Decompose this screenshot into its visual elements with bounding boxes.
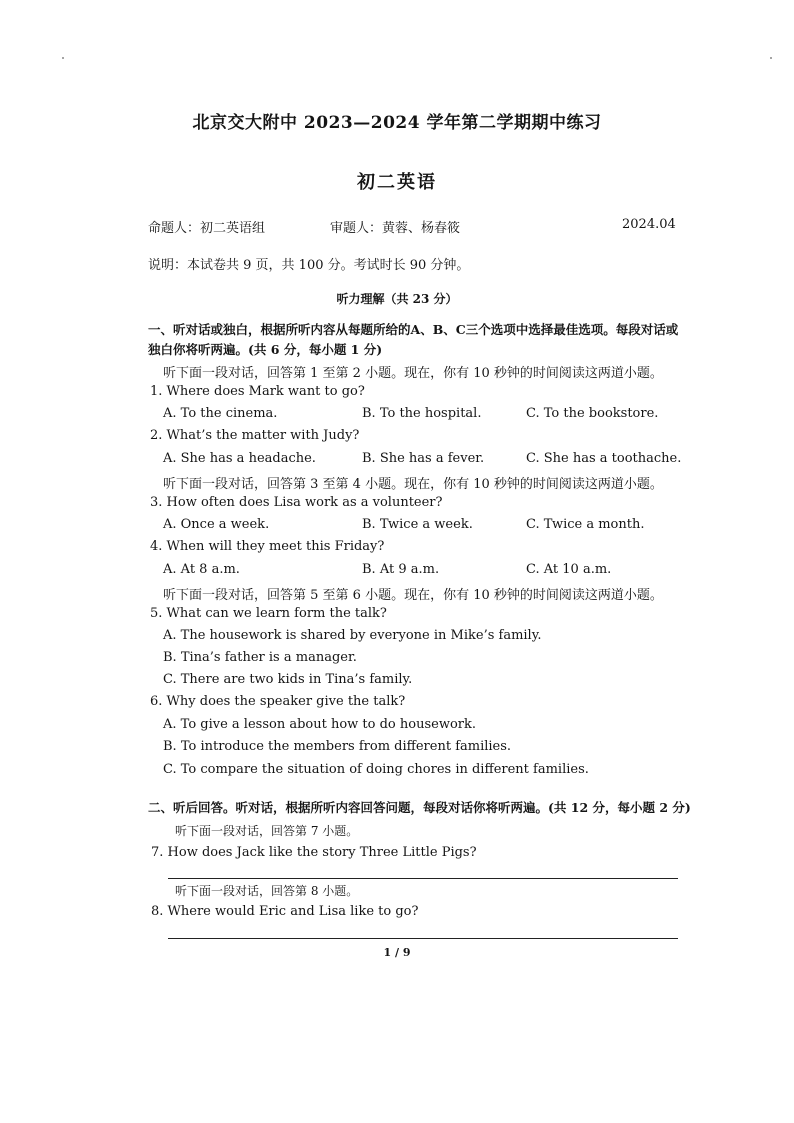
exam-date: 2024.04: [622, 217, 676, 232]
exam-title: 北京交大附中 2023—2024 学年第二学期期中练习: [192, 113, 602, 133]
group-intro: 听下面一段对话，回答第 5 至第 6 小题。现在，你有 10 秒钟的时间阅读这两道小题。: [163, 588, 663, 603]
option-3a: A. Once a week.: [163, 517, 270, 532]
question-8: 8. Where would Eric and Lisa like to go?: [151, 904, 419, 919]
question-1: 1. Where does Mark want to go?: [150, 384, 365, 399]
exam-subject: 初二英语: [357, 172, 437, 193]
question-3: 3. How often does Lisa work as a volunteer?: [150, 495, 443, 510]
part1-instruction: 一、听对话或独白，根据所听内容从每题所给的A、B、C三个选项中选择最佳选项。每段对话或独白你将听两遍。(共 6 分，每小题 1 分): [148, 322, 679, 357]
scan-speck: [62, 57, 64, 59]
reviewer-line: 审题人：黄蓉、杨春筱: [330, 221, 461, 236]
question-6: 6. Why does the speaker give the talk?: [150, 694, 406, 709]
group-intro: 听下面一段对话，回答第 1 至第 2 小题。现在，你有 10 秒钟的时间阅读这两道小题。: [163, 366, 663, 381]
question-4: 4. When will they meet this Friday?: [150, 539, 385, 554]
option-3c: C. Twice a month.: [526, 517, 645, 532]
option-2b: B. She has a fever.: [362, 451, 485, 466]
option-2a: A. She has a headache.: [163, 451, 316, 466]
exam-note: 说明：本试卷共 9 页，共 100 分。考试时长 90 分钟。: [148, 258, 470, 273]
section-title: 听力理解（共 23 分）: [336, 292, 458, 306]
author-line: 命题人：初二英语组: [148, 221, 266, 236]
option-1a: A. To the cinema.: [163, 406, 278, 421]
option-3b: B. Twice a week.: [362, 517, 473, 532]
option-5a: A. The housework is shared by everyone in Mike’s family.: [163, 628, 542, 643]
part2-instruction: 二、听后回答。听对话，根据所听内容回答问题，每段对话你将听两遍。(共 12 分，每小题 2 分): [148, 800, 691, 815]
page-number: 1 / 9: [383, 946, 411, 959]
question-5: 5. What can we learn form the talk?: [150, 606, 387, 621]
option-4c: C. At 10 a.m.: [526, 562, 612, 577]
intro-q7: 听下面一段对话，回答第 7 小题。: [175, 824, 359, 838]
option-1b: B. To the hospital.: [362, 406, 482, 421]
option-4a: A. At 8 a.m.: [163, 562, 240, 577]
question-2: 2. What’s the matter with Judy?: [150, 428, 360, 443]
option-2c: C. She has a toothache.: [526, 451, 682, 466]
option-6a: A. To give a lesson about how to do housework.: [163, 717, 476, 732]
question-7: 7. How does Jack like the story Three Little Pigs?: [151, 845, 477, 860]
option-5b: B. Tina’s father is a manager.: [163, 650, 357, 665]
option-6b: B. To introduce the members from different families.: [163, 739, 512, 754]
scan-speck: [770, 57, 772, 59]
option-4b: B. At 9 a.m.: [362, 562, 440, 577]
answer-line-8: [168, 938, 678, 939]
intro-q8: 听下面一段对话，回答第 8 小题。: [175, 884, 359, 898]
group-intro: 听下面一段对话，回答第 3 至第 4 小题。现在，你有 10 秒钟的时间阅读这两道小题。: [163, 477, 663, 492]
option-1c: C. To the bookstore.: [526, 406, 659, 421]
answer-line-7: [168, 878, 678, 879]
option-5c: C. There are two kids in Tina’s family.: [163, 672, 413, 687]
option-6c: C. To compare the situation of doing chores in different families.: [163, 762, 589, 777]
